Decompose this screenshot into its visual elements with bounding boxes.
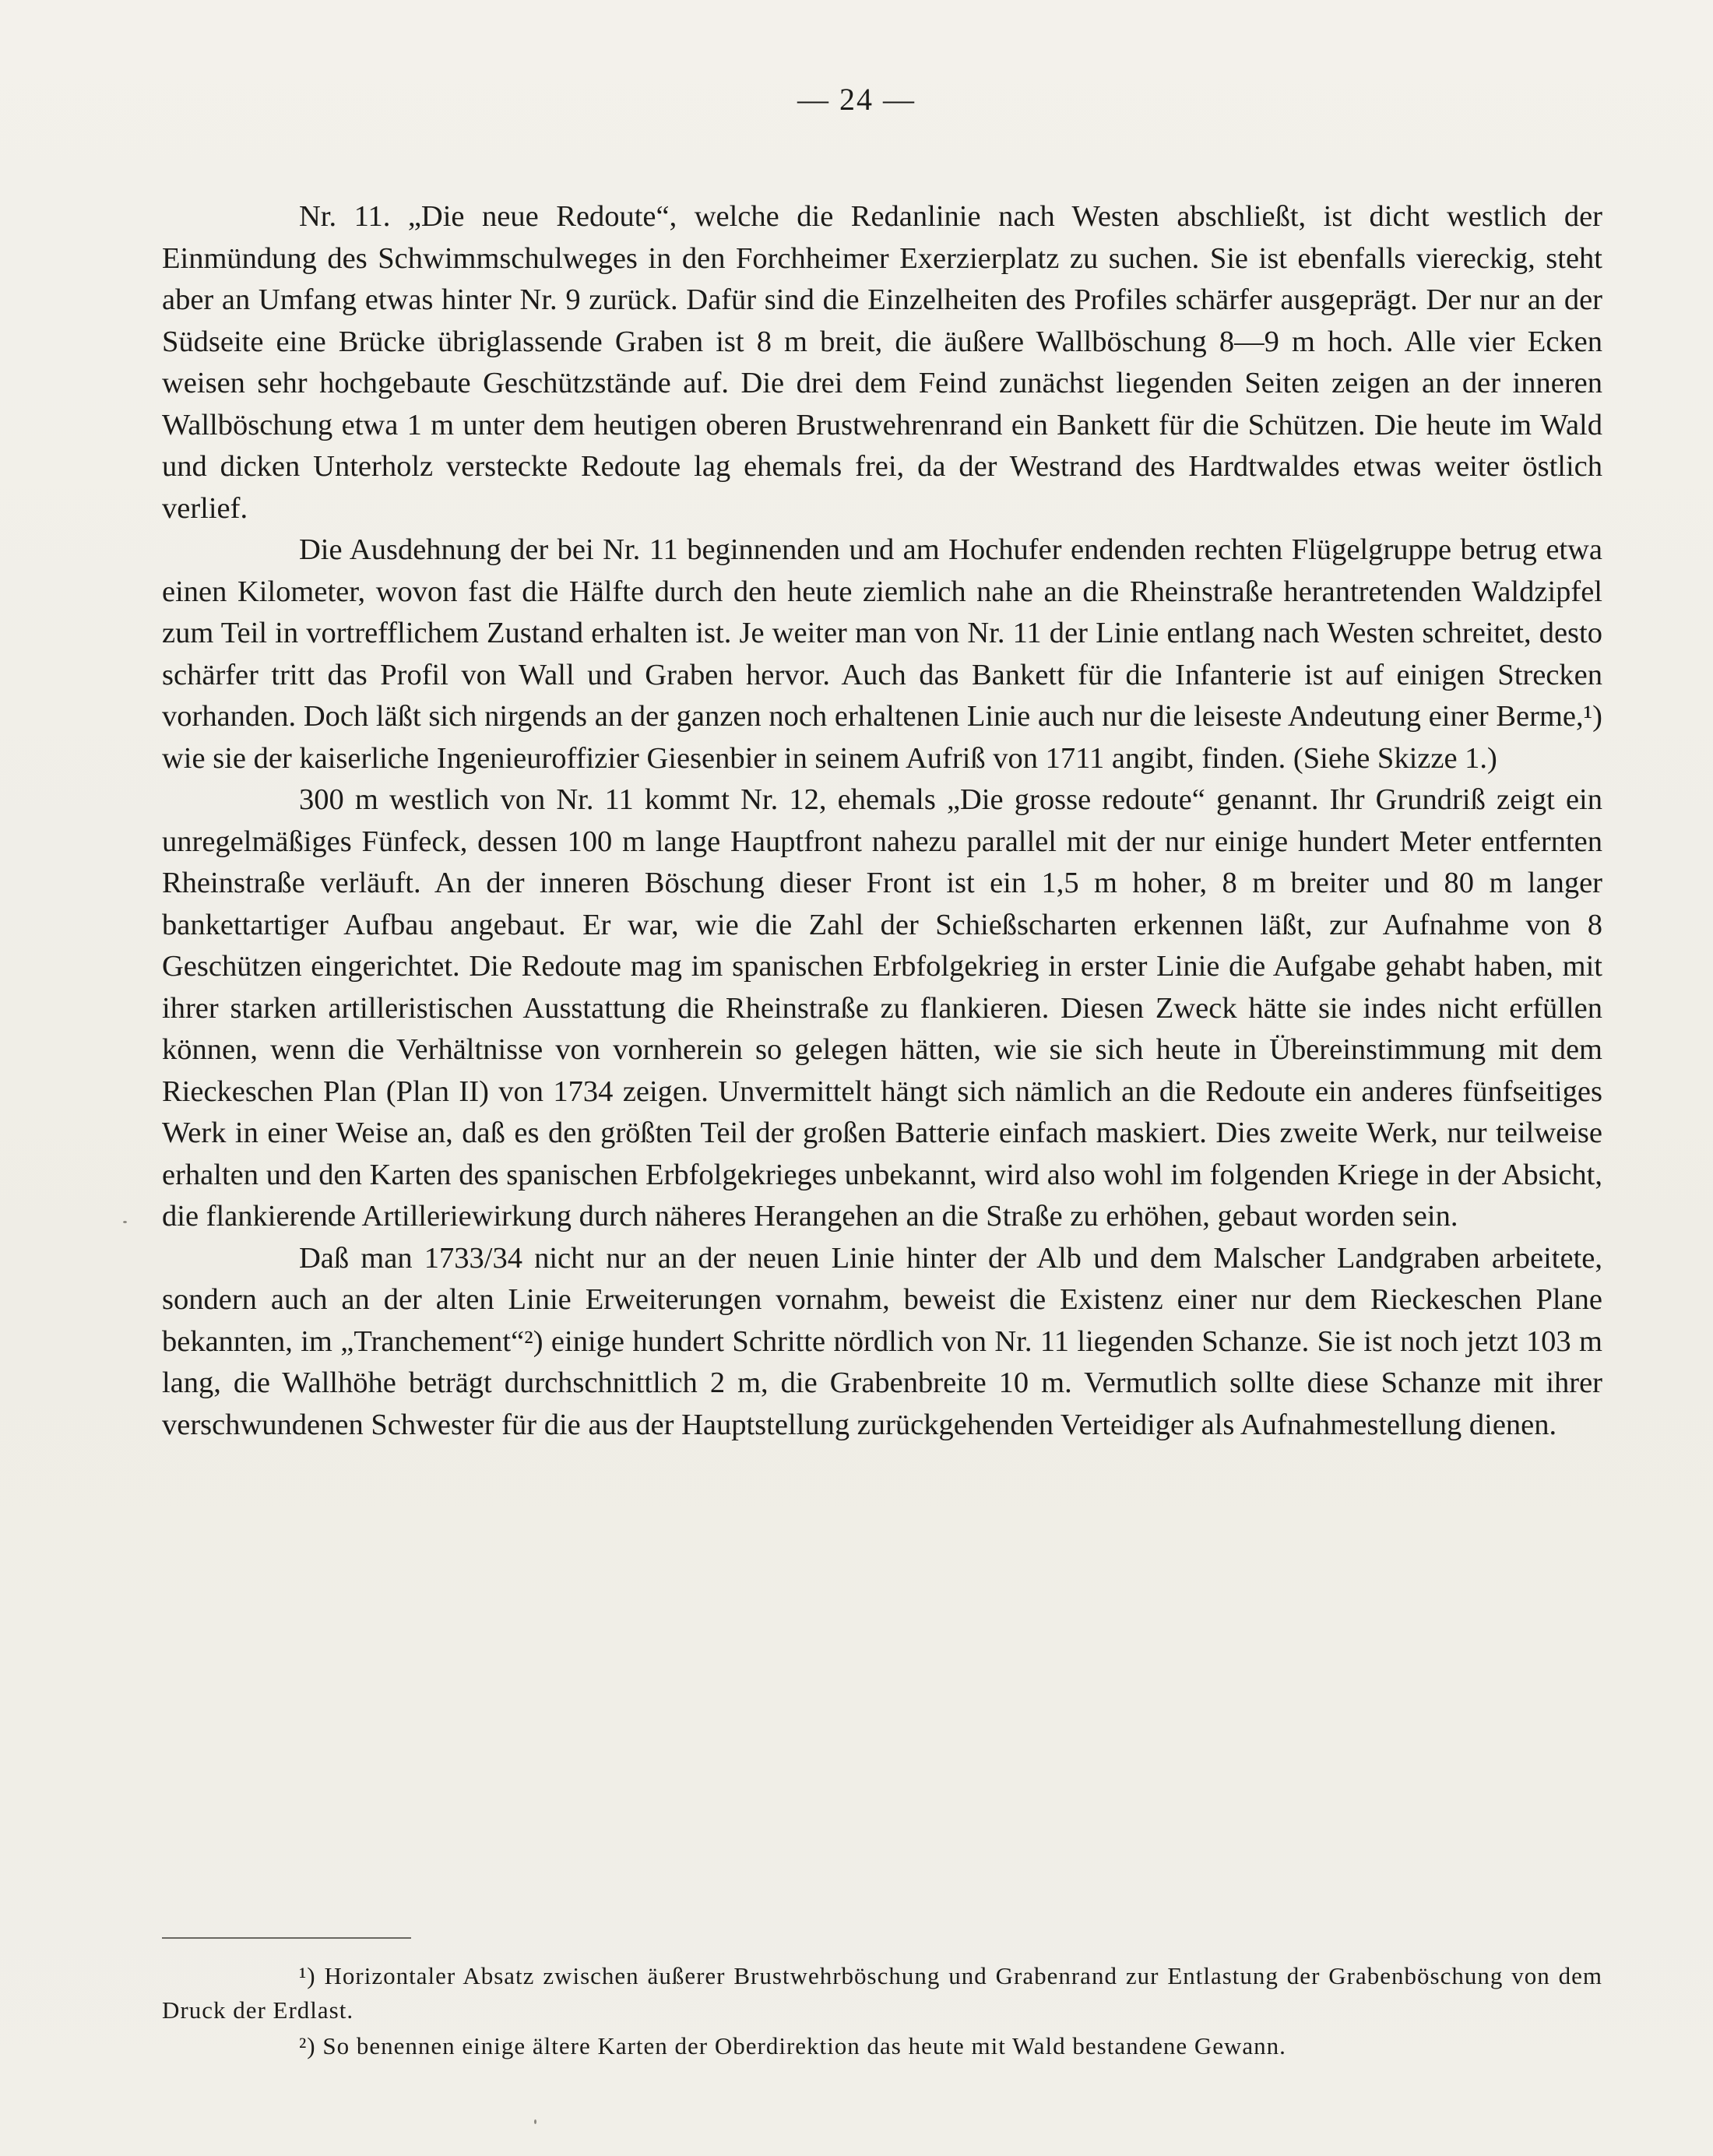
body-text [162, 196, 1602, 1446]
paper-speck [534, 2119, 536, 2124]
paragraph-great-redoute-nr12: 300 m westlich von Nr. 11 kommt Nr. 12, ehemals „Die grosse redoute“ genannt. Ihr Grundriß zeigt ein unregelmäßiges Fünfeck, dessen 100 m lange Hauptfront nahezu parallel mit der nur einige hundert Meter entfernten Rheinstraße verläuft. An der inneren Böschung dieser Front ist ein 1,5 m hoher, 8 m breiter und 80 m langer bankettartiger Aufbau angebaut. Er war, wie die Zahl der Schießscharten erkennen läßt, zur Aufnahme von 8 Geschützen eingerichtet. Die Redoute mag im spanischen Erbfolgekrieg in erster Linie die Aufgabe gehabt haben, mit ihrer starken artilleristischen Ausstattung die Rheinstraße zu flankieren. Diesen Zweck hätte sie indes nicht erfüllen können, wenn die Verhältnisse von vornherein so gelegen hätten, wie sie sich heute in Übereinstimmung mit dem Rieckeschen Plan (Plan II) von 1734 zeigen. Unvermittelt hängt sich nämlich an die Redoute ein anderes fünfseitiges Werk in einer Weise an, daß es den größten Teil der großen Batterie einfach maskiert. Dies zweite Werk, nur teilweise erhalten und den Karten des spanischen Erbfolgekrieges unbekannt, wird also wohl im folgenden Kriege in der Absicht, die flankierende Artilleriewirkung durch näheres Herangehen an die Straße zu erhöhen, gebaut worden sein. [162, 783, 1602, 1233]
page-number: — 24 — [797, 82, 916, 117]
paper-speck [123, 1221, 127, 1223]
footnote-2: ²) So benennen einige ältere Karten der Oberdirektion das heute mit Wald bestandene Gewann. [299, 2032, 1286, 2059]
footnote-divider [162, 1937, 411, 1939]
paragraph-tranchement-schanze: Daß man 1733/34 nicht nur an der neuen Linie hinter der Alb und dem Malscher Landgraben arbeitete, sondern auch an der alten Linie Erweiterungen vornahm, beweist die Existenz einer nur dem Rieckeschen Plane bekannten, im „Tranchement“²) einige hundert Schritte nördlich von Nr. 11 liegenden Schanze. Sie ist noch jetzt 103 m lang, die Wallhöhe beträgt durchschnittlich 2 m, die Grabenbreite 10 m. Vermutlich sollte diese Schanze mit ihrer verschwundenen Schwester für die aus der Hauptstellung zurückgehenden Verteidiger als Aufnahmestellung dienen. [162, 1241, 1602, 1441]
footnotes [162, 1959, 1602, 2063]
paragraph-redoute-nr11: Nr. 11. „Die neue Redoute“, welche die Redanlinie nach Westen abschließt, ist dicht westlich der Einmündung des Schwimmschulweges in den Forchheimer Exerzierplatz zu suchen. Sie ist ebenfalls viereckig, steht aber an Umfang etwas hinter Nr. 9 zurück. Dafür sind die Einzelheiten des Profiles schärfer ausgeprägt. Der nur an der Südseite eine Brücke übriglassende Graben ist 8 m breit, die äußere Wallböschung 8—9 m hoch. Alle vier Ecken weisen sehr hochgebaute Geschützstände auf. Die drei dem Feind zunächst liegenden Seiten zeigen an der inneren Wallböschung etwa 1 m unter dem heutigen oberen Brustwehrenrand ein Bankett für die Schützen. Die heute im Wald und dicken Unterholz versteckte Redoute lag ehemals frei, da der Westrand des Hardtwaldes etwas weiter östlich verlief. [162, 200, 1602, 525]
footnote-1: ¹) Horizontaler Absatz zwischen äußerer Brustwehrböschung und Grabenrand zur Entlastung der Grabenböschung von dem Druck der Erdlast. [162, 1962, 1602, 2024]
paragraph-right-wing-group: Die Ausdehnung der bei Nr. 11 beginnenden und am Hochufer endenden rechten Flügelgruppe betrug etwa einen Kilometer, wovon fast die Hälfte durch den heute ziemlich nahe an die Rheinstraße herantretenden Waldzipfel zum Teil in vortrefflichem Zustand erhalten ist. Je weiter man von Nr. 11 der Linie entlang nach Westen schreitet, desto schärfer tritt das Profil von Wall und Graben hervor. Auch das Bankett für die Infanterie ist auf einigen Strecken vorhanden. Doch läßt sich nirgends an der ganzen noch erhaltenen Linie auch nur die leiseste Andeutung einer Berme,¹) wie sie der kaiserliche Ingenieuroffizier Giesenbier in seinem Aufriß von 1711 angibt, finden. (Siehe Skizze 1.) [162, 533, 1602, 775]
